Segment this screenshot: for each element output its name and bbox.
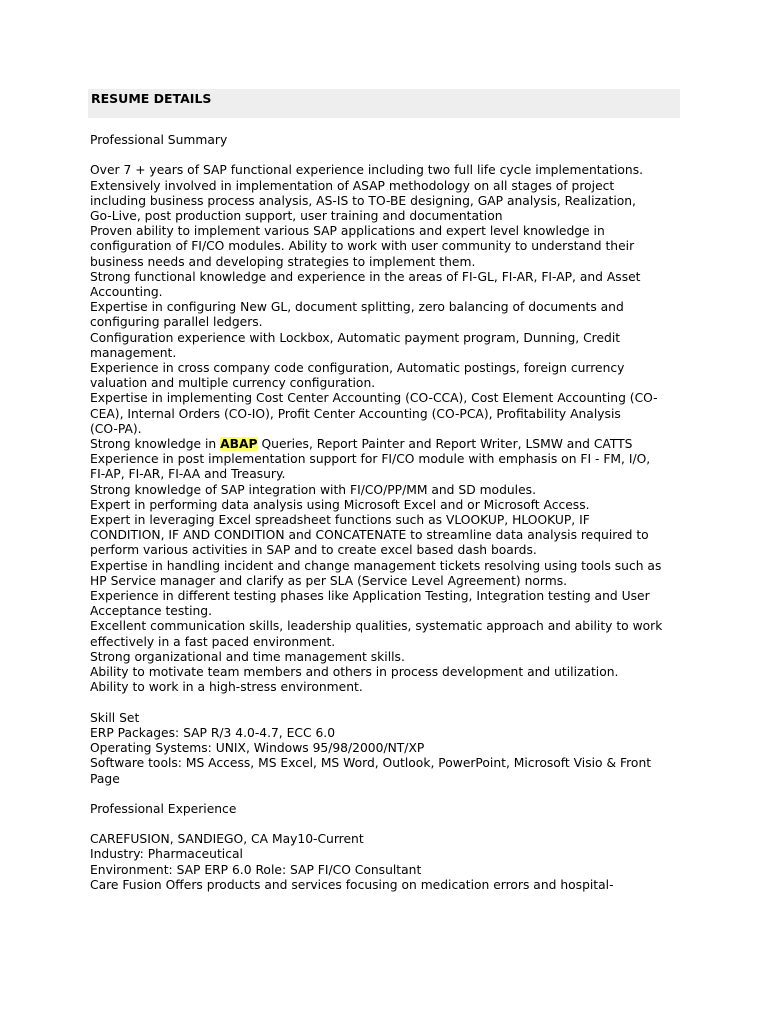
text-line: Acceptance testing. <box>90 604 213 619</box>
text-line: Experience in post implementation support for FI/CO module with emphasis on FI - FM, I/O, <box>90 452 651 467</box>
text-line: Environment: SAP ERP 6.0 Role: SAP FI/CO Consultant <box>90 862 422 877</box>
text-line: Proven ability to implement various SAP applications and expert level knowledge in <box>90 224 605 239</box>
text-line: Configuration experience with Lockbox, Automatic payment program, Dunning, Credit <box>90 330 621 345</box>
text-line: Ability to work in a high-stress environment. <box>90 680 363 695</box>
section-heading-summary: Professional Summary <box>90 133 228 147</box>
text-line: Go-Live, post production support, user training and documentation <box>90 209 503 223</box>
text-line: including business process analysis, AS-IS to TO-BE designing, GAP analysis, Realization, <box>90 193 636 208</box>
resume-title: RESUME DETAILS <box>91 91 212 106</box>
text-line: Operating Systems: UNIX, Windows 95/98/2000/NT/XP <box>90 741 425 756</box>
text-line: Expertise in implementing Cost Center Accounting (CO-CCA), Cost Element Accounting (CO- <box>90 391 658 406</box>
summary-lines <box>90 163 690 437</box>
text-line: Expertise in handling incident and change management tickets resolving using tools such as <box>90 558 662 573</box>
text-line: Excellent communication skills, leadership qualities, systematic approach and ability to work <box>90 619 663 634</box>
text-line: Software tools: MS Access, MS Excel, MS Word, Outlook, PowerPoint, Microsoft Visio & Front <box>90 756 652 771</box>
text-line: Experience in cross company code configuration, Automatic postings, foreign currency <box>90 361 625 376</box>
text-line: (CO-PA). <box>90 421 142 436</box>
text-line: perform various activities in SAP and to create excel based dash boards. <box>90 543 537 558</box>
section-heading-skills: Skill Set <box>90 710 140 725</box>
text-line: Strong knowledge of SAP integration with FI/CO/PP/MM and SD modules. <box>90 482 536 497</box>
experience-lines <box>90 832 690 893</box>
text-line: Experience in different testing phases like Application Testing, Integration testing and User <box>90 589 650 604</box>
abap-line <box>90 437 690 452</box>
text-line: CONDITION, IF AND CONDITION and CONCATENATE to streamline data analysis required to <box>90 528 649 543</box>
text-line: FI-AP, FI-AR, FI-AA and Treasury. <box>90 467 286 482</box>
text-line: effectively in a fast paced environment. <box>90 634 336 649</box>
text-line: Care Fusion Offers products and services focusing on medication errors and hospital- <box>90 877 614 892</box>
summary-lines-2 <box>90 452 690 695</box>
text-line: Expert in leveraging Excel spreadsheet functions such as VLOOKUP, HLOOKUP, IF <box>90 513 590 528</box>
text-line: CEA), Internal Orders (CO-IO), Profit Center Accounting (CO-PCA), Profitability Analysis <box>90 406 621 421</box>
abap-before: Strong knowledge in <box>90 437 221 452</box>
text-line: business needs and developing strategies to implement them. <box>90 254 476 269</box>
text-line: Expertise in configuring New GL, document splitting, zero balancing of documents and <box>90 300 624 315</box>
text-line: Accounting. <box>90 285 163 300</box>
text-line: Over 7 + years of SAP functional experience including two full life cycle implementations. <box>90 163 644 178</box>
text-line: Ability to motivate team members and others in process development and utilization. <box>90 665 619 680</box>
text-line: configuration of FI/CO modules. Ability to work with user community to understand their <box>90 239 635 254</box>
text-line: Strong functional knowledge and experience in the areas of FI-GL, FI-AR, FI-AP, and Asset <box>90 269 641 284</box>
text-line: Industry: Pharmaceutical <box>90 847 243 862</box>
text-line: ERP Packages: SAP R/3 4.0-4.7, ECC 6.0 <box>90 725 336 740</box>
text-line: valuation and multiple currency configuration. <box>90 376 376 391</box>
text-line: Page <box>90 771 120 786</box>
resume-content <box>90 133 690 893</box>
text-line: Strong organizational and time management skills. <box>90 649 405 664</box>
skills-lines <box>90 726 690 787</box>
text-line: configuring parallel ledgers. <box>90 315 263 330</box>
text-line: HP Service manager and clarify as per SLA (Service Level Agreement) norms. <box>90 573 568 588</box>
section-heading-experience: Professional Experience <box>90 801 237 816</box>
text-line: management. <box>90 345 177 360</box>
text-line: Expert in performing data analysis using Microsoft Excel and or Microsoft Access. <box>90 497 590 512</box>
abap-highlight: ABAP <box>220 437 258 452</box>
text-line: CAREFUSION, SANDIEGO, CA May10-Current <box>90 832 364 847</box>
text-line: Extensively involved in implementation of ASAP methodology on all stages of project <box>90 178 615 193</box>
abap-after: Queries, Report Painter and Report Writer, LSMW and CATTS <box>257 437 633 452</box>
